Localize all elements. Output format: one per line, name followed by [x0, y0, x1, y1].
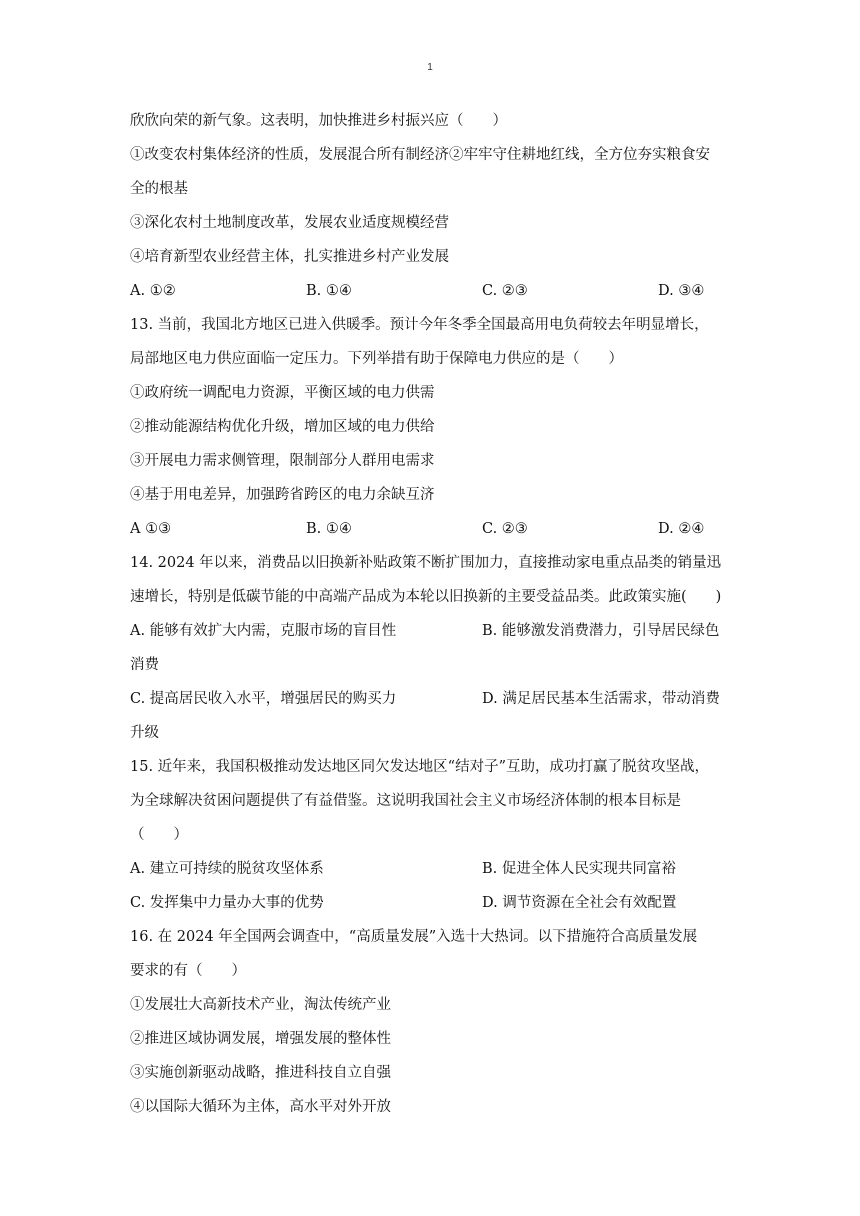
q16-item-1: ①发展壮大高新技术产业，淘汰传统产业 — [130, 997, 391, 1013]
q13-item-2: ②推动能源结构优化升级，增加区域的电力供给 — [130, 419, 435, 435]
q14-stem-line1: 14. 2024 年以来，消费品以旧换新补贴政策不断扩围加力，直接推动家电重点品类的销量迅 — [130, 555, 722, 571]
exam-content — [130, 104, 730, 1124]
q15-option-c: C. 发挥集中力量办大事的优势 — [130, 895, 324, 911]
q15-option-b: B. 促进全体人民实现共同富裕 — [482, 861, 676, 877]
q14-option-b: B. 能够激发消费潜力，引导居民绿色 — [482, 623, 720, 639]
q14-stem-line2: 速增长，特别是低碳节能的中高端产品成为本轮以旧换新的主要受益品类。此政策实施( ) — [130, 589, 722, 605]
q13-stem-line1: 13. 当前，我国北方地区已进入供暖季。预计今年冬季全国最高用电负荷较去年明显增长， — [130, 317, 709, 333]
q14-option-a: A. 能够有效扩大内需，克服市场的盲目性 — [130, 623, 397, 639]
q13-item-4: ④基于用电差异，加强跨省跨区的电力余缺互济 — [130, 487, 435, 503]
q16-item-2: ②推进区域协调发展，增强发展的整体性 — [130, 1031, 391, 1047]
q12-item4: ④培育新型农业经营主体，扎实推进乡村产业发展 — [130, 249, 449, 265]
q15-stem-line3: （ ） — [130, 827, 188, 843]
q12-item1-line2: 全的根基 — [130, 181, 188, 197]
q13-stem-line2: 局部地区电力供应面临一定压力。下列举措有助于保障电力供应的是（ ） — [130, 351, 623, 367]
q14-option-b-cont: 消费 — [130, 657, 159, 673]
q15-option-d: D. 调节资源在全社会有效配置 — [482, 895, 677, 911]
q16-stem-line1: 16. 在 2024 年全国两会调查中，“高质量发展”入选十大热词。以下措施符合高质量发展 — [130, 929, 698, 945]
q12-option-b: B. ①④ — [306, 283, 352, 299]
q14-option-d-cont: 升级 — [130, 725, 159, 741]
page-number: 1 — [427, 62, 433, 73]
q12-option-a: A. ①② — [130, 283, 176, 299]
q15-stem-line1: 15. 近年来，我国积极推动发达地区同欠发达地区“结对子”互助，成功打赢了脱贫攻坚战， — [130, 759, 709, 775]
q13-item-1: ①政府统一调配电力资源，平衡区域的电力供需 — [130, 385, 435, 401]
q15-stem-line2: 为全球解决贫困问题提供了有益借鉴。这说明我国社会主义市场经济体制的根本目标是 — [130, 793, 681, 809]
q13-option-a: A ①③ — [130, 521, 172, 537]
q13-option-c: C. ②③ — [482, 521, 528, 537]
q12-option-c: C. ②③ — [482, 283, 528, 299]
q16-item-3: ③实施创新驱动战略，推进科技自立自强 — [130, 1065, 391, 1081]
q12-option-d: D. ③④ — [658, 283, 705, 299]
q12-item3: ③深化农村土地制度改革，发展农业适度规模经营 — [130, 215, 449, 231]
q12-stem-tail: 欣欣向荣的新气象。这表明，加快推进乡村振兴应（ ） — [130, 113, 507, 129]
q14-options-cd — [130, 682, 730, 716]
q15-options-cd — [130, 886, 730, 920]
q15-option-a: A. 建立可持续的脱贫攻坚体系 — [130, 861, 324, 877]
q16-stem-line2: 要求的有（ ） — [130, 963, 246, 979]
q14-options-ab — [130, 614, 730, 648]
q14-option-d: D. 满足居民基本生活需求，带动消费 — [482, 691, 720, 707]
q15-options-ab — [130, 852, 730, 886]
q14-option-c: C. 提高居民收入水平，增强居民的购买力 — [130, 691, 397, 707]
q16-item-4: ④以国际大循环为主体，高水平对外开放 — [130, 1099, 391, 1115]
q13-item-3: ③开展电力需求侧管理，限制部分人群用电需求 — [130, 453, 435, 469]
q12-item1-line1: ①改变农村集体经济的性质，发展混合所有制经济②牢牢守住耕地红线，全方位夯实粮食安 — [130, 147, 710, 163]
q12-options — [130, 274, 730, 308]
q13-options — [130, 512, 730, 546]
q13-option-d: D. ②④ — [658, 521, 705, 537]
q13-option-b: B. ①④ — [306, 521, 352, 537]
